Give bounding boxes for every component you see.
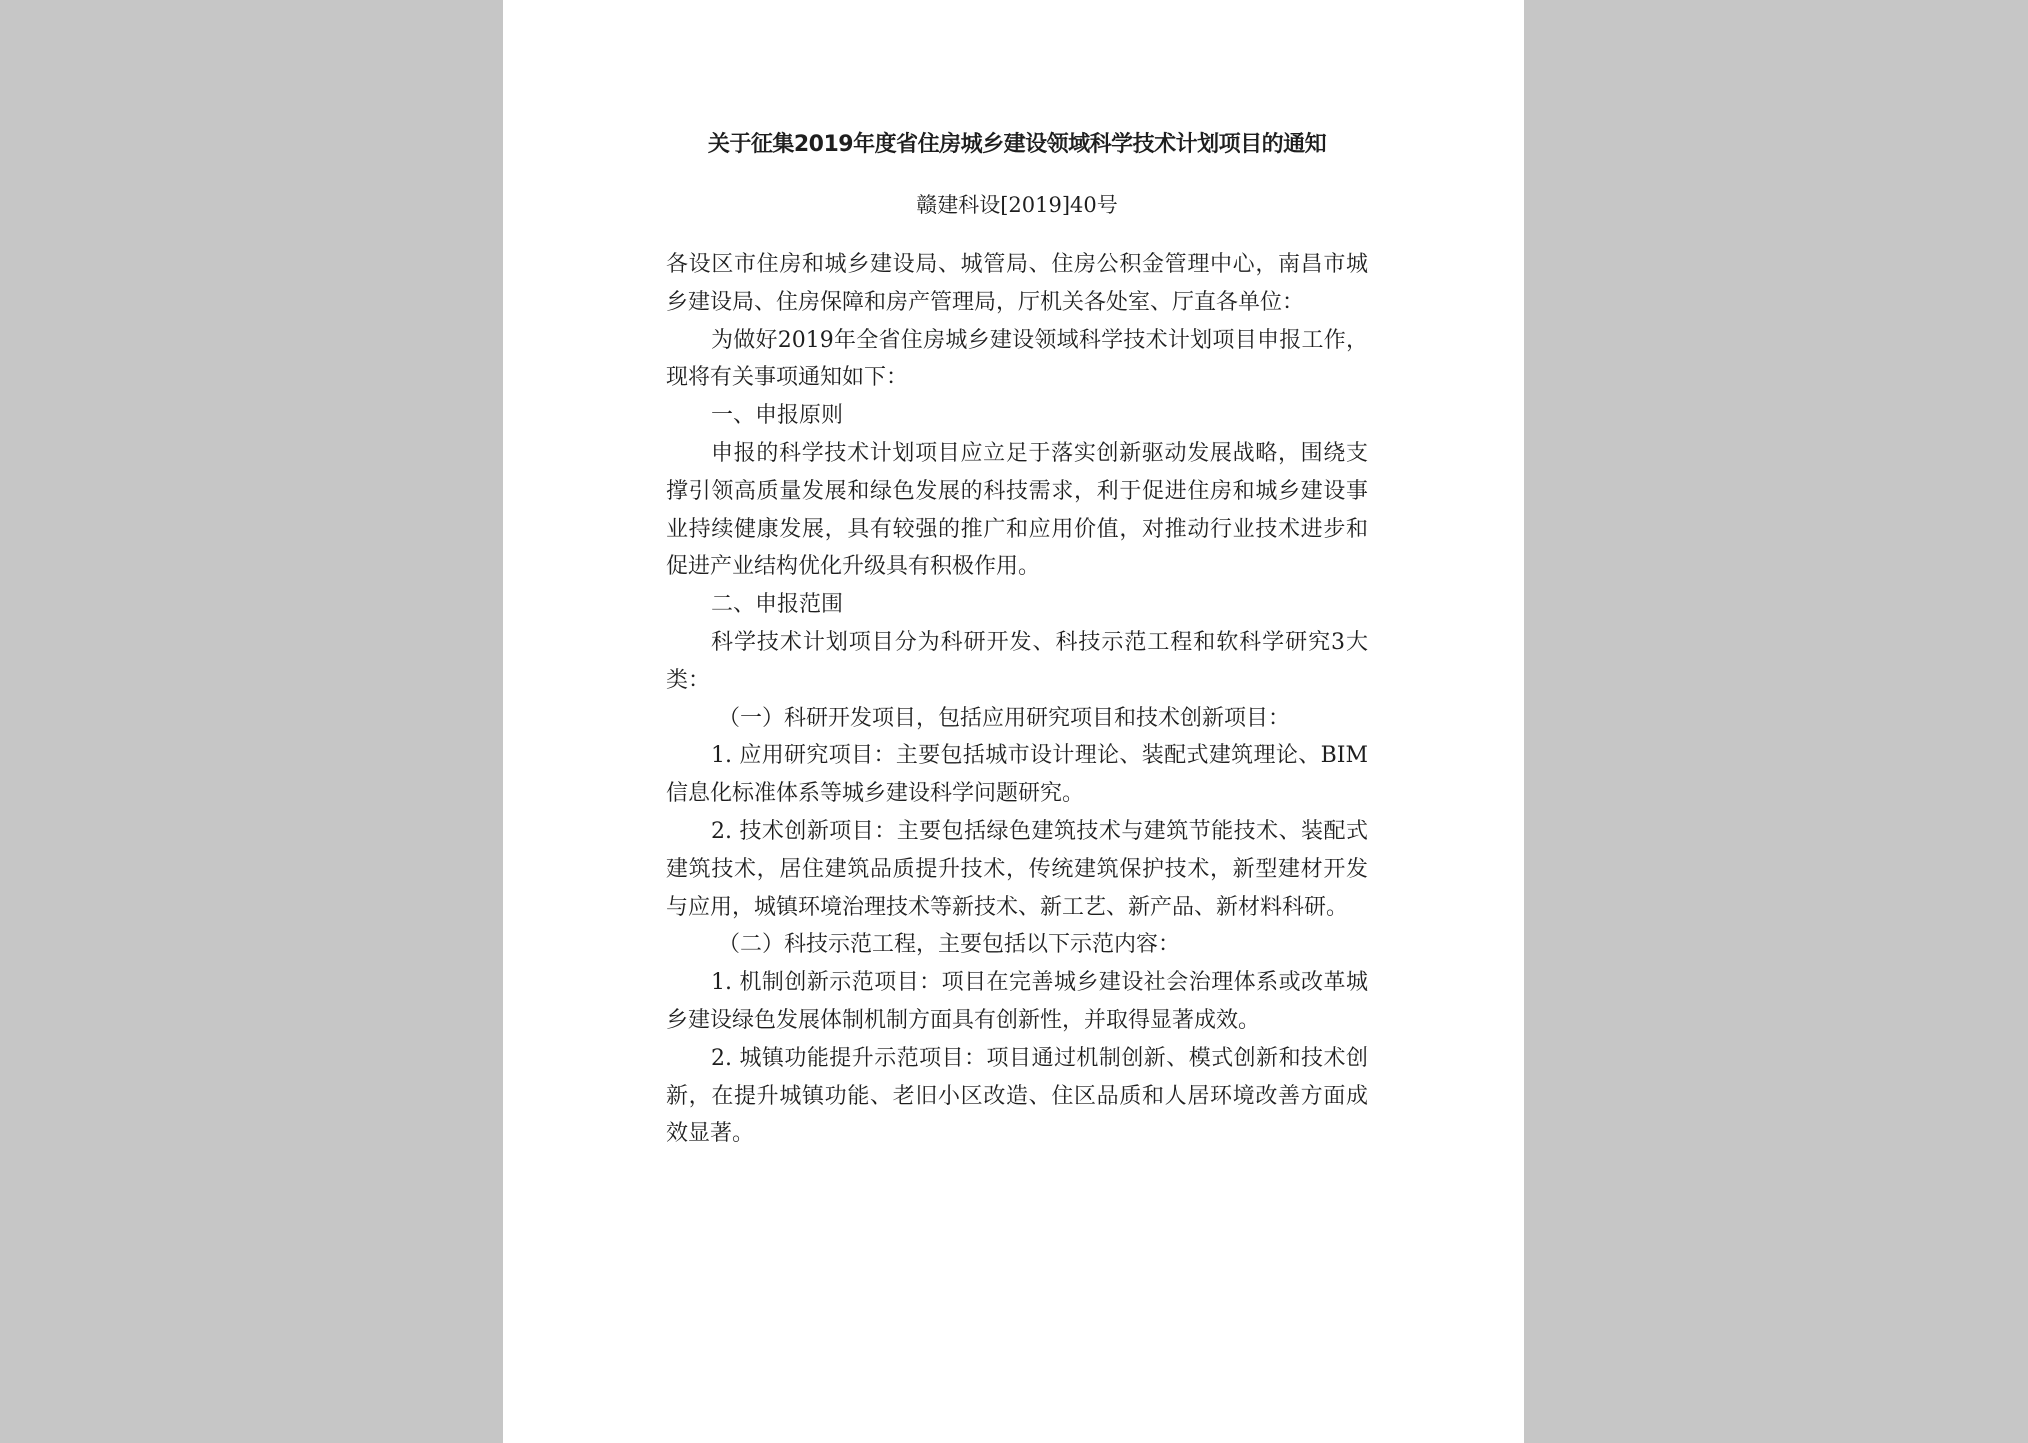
section-2-body: 科学技术计划项目分为科研开发、科技示范工程和软科学研究3大类： (666, 629, 1368, 693)
subsection-1-item-2: 2. 技术创新项目：主要包括绿色建筑技术与建筑节能技术、装配式建筑技术，居住建筑品质提升技术，传统建筑保护技术，新型建材开发与应用，城镇环境治理技术等新技术、新工艺、新产品、新材料科研。 (666, 818, 1368, 920)
addressee-paragraph: 各设区市住房和城乡建设局、城管局、住房公积金管理中心，南昌市城乡建设局、住房保障和房产管理局，厅机关各处室、厅直各单位： (666, 252, 1368, 315)
page-content (666, 126, 1368, 1153)
subsection-1-heading: （一）科研开发项目，包括应用研究项目和技术创新项目： (718, 705, 1291, 731)
document-number: 赣建科设[2019]40号 (916, 193, 1118, 217)
document-title: 关于征集2019年度省住房城乡建设领域科学技术计划项目的通知 (707, 132, 1327, 157)
subsection-2-item-2: 2. 城镇功能提升示范项目：项目通过机制创新、模式创新和技术创新，在提升城镇功能、老旧小区改造、住区品质和人居环境改善方面成效显著。 (666, 1045, 1368, 1147)
subsection-1-item-1: 1. 应用研究项目：主要包括城市设计理论、装配式建筑理论、BIM信息化标准体系等城乡建设科学问题研究。 (666, 743, 1368, 807)
document-page (503, 0, 1524, 1443)
section-1-body: 申报的科学技术计划项目应立足于落实创新驱动发展战略，围绕支撑引领高质量发展和绿色发展的科技需求，利于促进住房和城乡建设事业持续健康发展，具有较强的推广和应用价值，对推动行业技术进步和促进产业结构优化升级具有积极作用。 (666, 440, 1368, 580)
intro-paragraph: 为做好2019年全省住房城乡建设领域科学技术计划项目申报工作，现将有关事项通知如下： (666, 327, 1368, 391)
subsection-2-heading: （二）科技示范工程，主要包括以下示范内容： (718, 932, 1181, 958)
subsection-2-item-1: 1. 机制创新示范项目：项目在完善城乡建设社会治理体系或改革城乡建设绿色发展体制机制方面具有创新性，并取得显著成效。 (666, 970, 1368, 1033)
section-2-heading: 二、申报范围 (711, 592, 844, 618)
section-1-heading: 一、申报原则 (711, 403, 844, 429)
